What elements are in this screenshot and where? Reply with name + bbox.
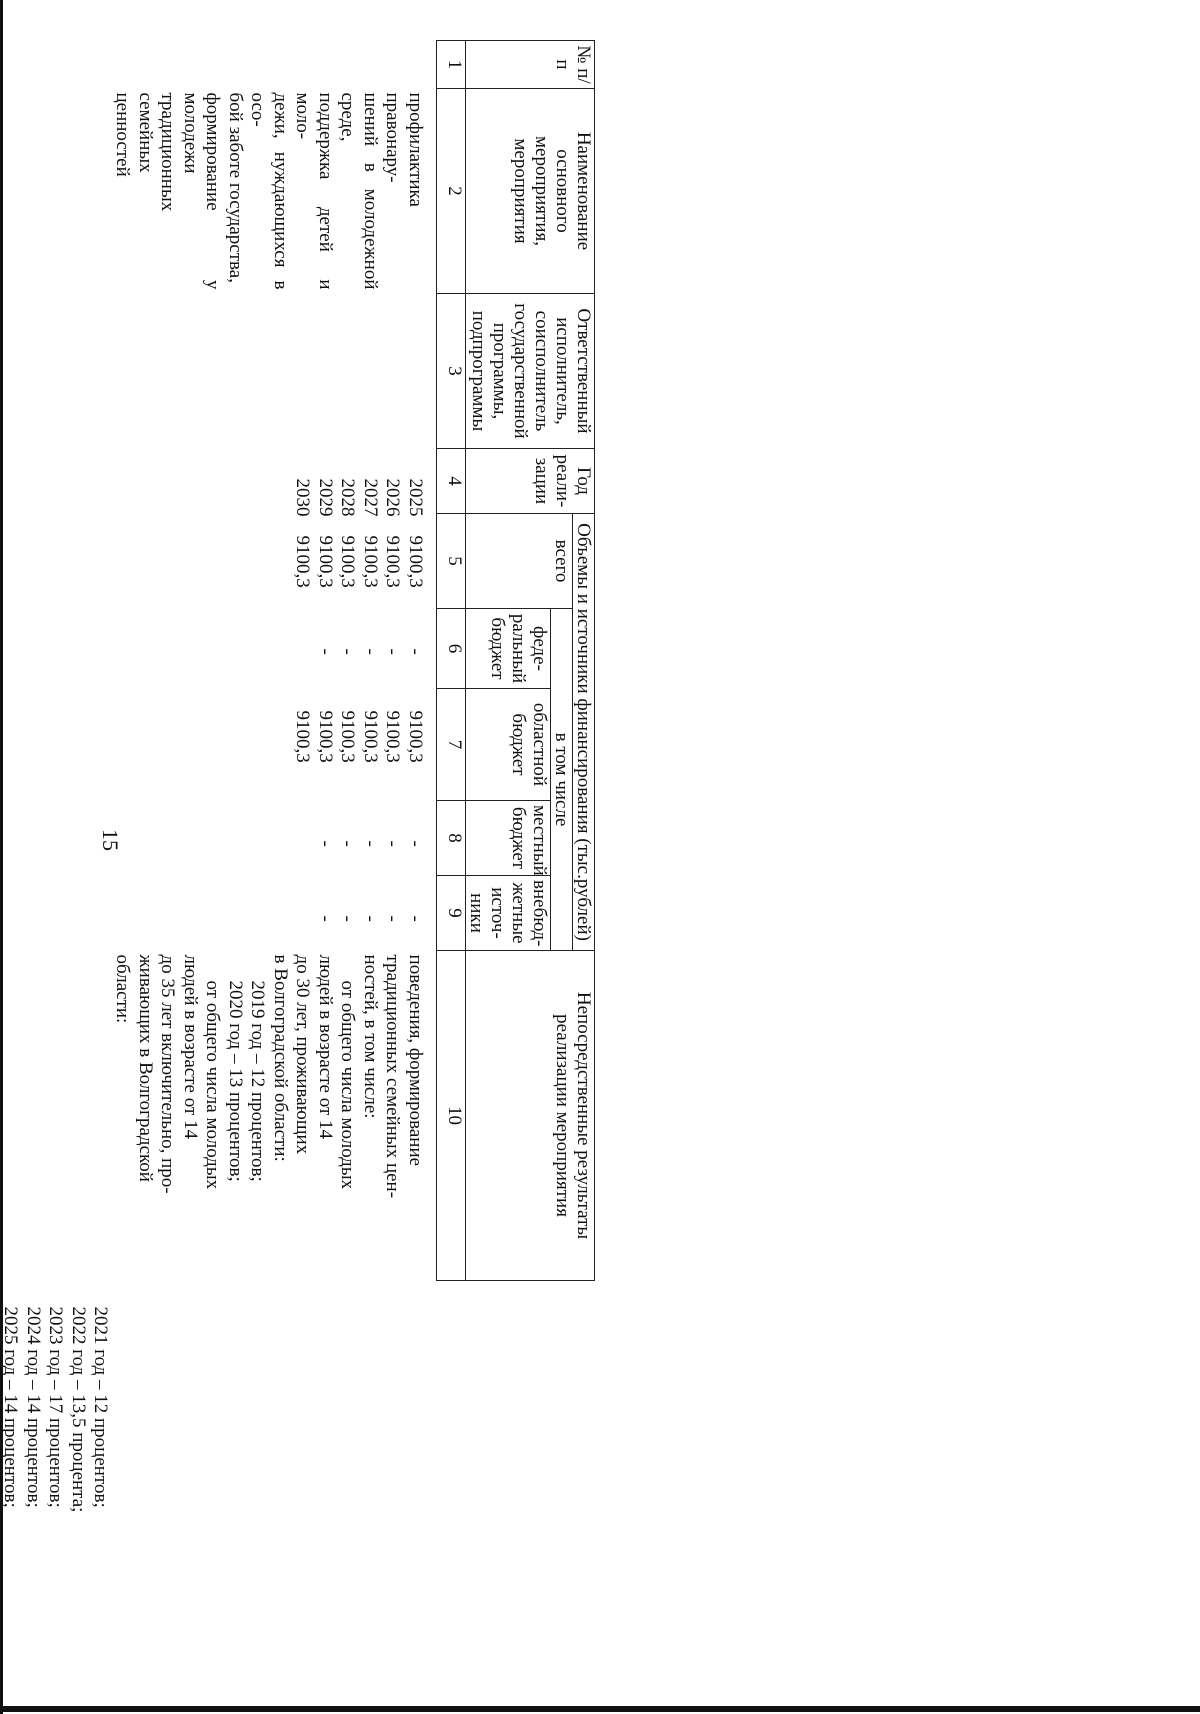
col-number: 8 — [437, 801, 466, 876]
local-value: - — [315, 840, 336, 847]
result-line: области: — [112, 954, 134, 1024]
row-name-line: поддержка детей и моло- — [292, 92, 336, 290]
extrabudget-value: - — [360, 915, 381, 922]
result-line: поведения, формирование — [405, 954, 426, 1167]
result-line: людей в возрасте от 14 — [315, 954, 336, 1139]
header-financing: Объемы и источники финансирования (тыс.рублей) — [573, 514, 595, 951]
row-name-line: профилактика правонару- — [382, 92, 426, 207]
result-line: живающих в Волгоградской — [135, 954, 156, 1182]
col-number: 4 — [437, 449, 466, 514]
header-including: в том числе — [551, 609, 573, 951]
total-value: 9100,3 — [292, 535, 314, 588]
extrabudget-value: - — [405, 915, 426, 922]
header-year: Год реали-зации — [466, 449, 595, 514]
year-value: 2028 — [337, 478, 359, 517]
row-name-line: ценностей — [112, 92, 134, 177]
total-value: 9100,3 — [315, 535, 336, 588]
header-federal: феде-ральный бюджет — [466, 609, 551, 689]
extrabudget-value: - — [337, 915, 359, 922]
total-value: 9100,3 — [405, 535, 426, 588]
row-years-cell — [0, 449, 437, 517]
regional-value: 9100,3 — [382, 710, 404, 763]
regional-value: 9100,3 — [292, 710, 314, 763]
federal-value: - — [315, 648, 336, 655]
result-line: 2023 год – 17 процентов; — [45, 1306, 67, 1508]
result-line: 2025 год – 14 процентов; — [0, 1306, 22, 1508]
financing-table — [0, 40, 595, 1681]
row-results-cell — [0, 951, 437, 1281]
col-number: 2 — [437, 89, 466, 294]
extrabudget-value: - — [315, 915, 336, 922]
regional-value: 9100,3 — [360, 710, 381, 763]
year-value: 2025 — [405, 478, 426, 517]
total-value: 9100,3 — [382, 535, 404, 588]
result-line: в Волгоградской области: — [270, 954, 291, 1162]
spacer — [112, 1281, 427, 1677]
total-value: 9100,3 — [337, 535, 359, 588]
result-line: 2020 год – 13 процентов; — [225, 980, 246, 1182]
result-line: 2022 год – 13,5 процента; — [68, 1306, 89, 1513]
page-number: 15 — [98, 829, 123, 851]
regional-value: 9100,3 — [337, 710, 359, 763]
regional-value: 9100,3 — [405, 710, 426, 763]
col-number: 10 — [437, 951, 466, 1281]
header-executor: Ответственный исполнитель, соисполнитель государственной программы, подпрограммы — [466, 294, 595, 449]
row-num-cell — [0, 41, 437, 89]
header-row-1 — [573, 41, 595, 1681]
row-results-continuation — [0, 1281, 437, 1681]
header-regional: областной бюджет — [466, 689, 551, 801]
scan-edge-bottom — [0, 1706, 1200, 1712]
regional-value: 9100,3 — [315, 710, 336, 763]
header-name: Наименование основного мероприятия, мероприятия — [466, 89, 595, 294]
result-line: 2024 год – 14 процентов; — [23, 1306, 44, 1508]
result-line: от общего числа молодых — [337, 980, 359, 1190]
header-total: всего — [466, 514, 573, 609]
col-number: 6 — [437, 609, 466, 689]
row-executor-cell — [0, 294, 437, 449]
row-regional-cell — [0, 689, 437, 801]
row-federal-cell — [0, 609, 437, 689]
result-line: от общего числа молодых — [202, 980, 224, 1190]
federal-value: - — [382, 648, 404, 655]
result-line: традиционных семейных цен- — [382, 954, 404, 1199]
col-number: 7 — [437, 689, 466, 801]
local-value: - — [405, 840, 426, 847]
header-local: местный бюджет — [466, 801, 551, 876]
local-value: - — [382, 840, 404, 847]
col-number: 1 — [437, 41, 466, 89]
total-value: 9100,3 — [360, 535, 381, 588]
col-number: 9 — [437, 876, 466, 951]
local-value: - — [360, 840, 381, 847]
row-name-line: дежи, нуждающихся в осо- — [247, 92, 291, 290]
col-number: 5 — [437, 514, 466, 609]
result-line: до 30 лет, проживающих — [292, 954, 314, 1155]
result-line: 2019 год – 12 процентов; — [247, 980, 269, 1182]
row-total-cell — [0, 514, 437, 609]
table-row — [0, 41, 437, 1681]
year-value: 2027 — [360, 478, 381, 517]
header-results: Непосредственные результаты реализации мероприятия — [466, 951, 595, 1281]
federal-value: - — [360, 648, 381, 655]
local-value: - — [337, 840, 359, 847]
year-value: 2026 — [382, 478, 404, 517]
row-name-line: шений в молодежной среде, — [337, 92, 381, 290]
result-line: ностей, в том числе: — [360, 954, 381, 1119]
federal-value: - — [405, 648, 426, 655]
row-extrabudget-cell — [0, 876, 437, 951]
rotated-table-container — [0, 40, 595, 1680]
row-name-line: формирование у молодежи — [180, 92, 224, 290]
row-name-cell — [0, 89, 437, 294]
header-num: № п/п — [466, 41, 595, 89]
row-name-line: традиционных семейных — [135, 92, 179, 212]
result-line: до 35 лет включительно, про- — [157, 954, 179, 1194]
federal-value: - — [337, 648, 359, 655]
result-line: людей в возрасте от 14 — [180, 954, 201, 1139]
col-number: 3 — [437, 294, 466, 449]
result-line: 2021 год – 12 процентов; — [90, 1306, 112, 1508]
year-value: 2030 — [292, 478, 314, 517]
row-name-line: бой заботе государства, — [225, 92, 246, 283]
extrabudget-value: - — [382, 915, 404, 922]
row-local-cell — [0, 801, 437, 876]
blank-margin — [437, 1281, 595, 1681]
header-extrabudget: внебюд-жетные источ-ники — [466, 876, 551, 951]
year-value: 2029 — [315, 478, 336, 517]
